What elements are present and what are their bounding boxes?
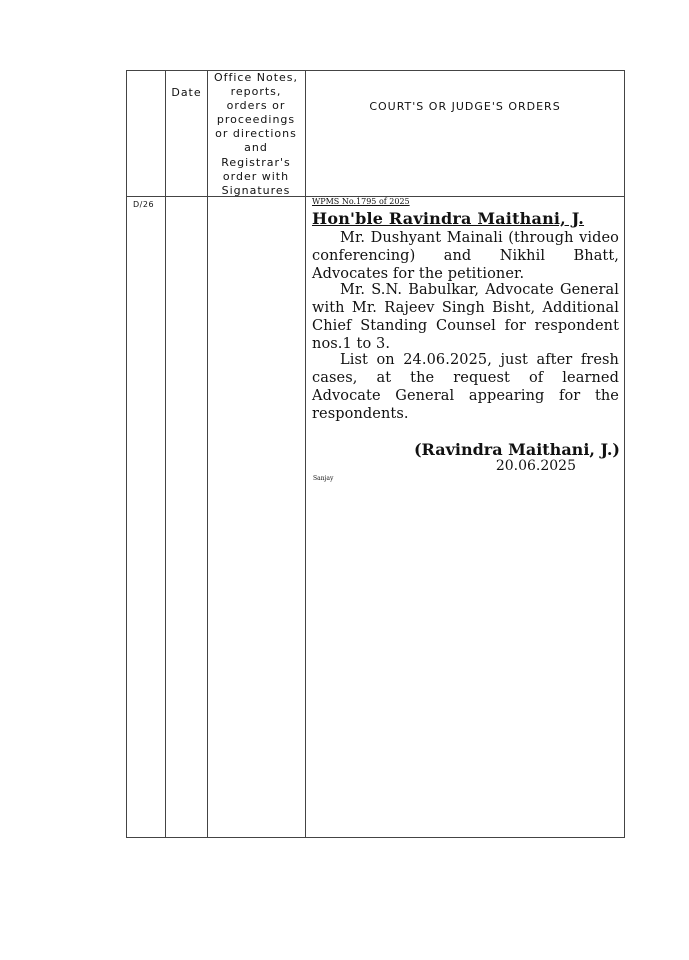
header-date: Date: [171, 86, 202, 99]
case-number: WPMS No.1795 of 2025: [312, 197, 410, 206]
table-left-border: [126, 70, 127, 838]
order-paragraph-2: Mr. S.N. Babulkar, Advocate General with Mr. Rajeev Singh Bisht, Additional Chief Standing Counsel for respondent nos.1 to 3.: [312, 282, 619, 352]
column-divider-1: [165, 70, 166, 838]
column-divider-3: [305, 70, 306, 838]
row-id: D/26: [133, 200, 155, 209]
order-paragraph-1: Mr. Dushyant Mainali (through video conferencing) and Nikhil Bhatt, Advocates for the petitioner.: [312, 230, 619, 282]
column-divider-2: [207, 70, 208, 838]
order-paragraph-3: List on 24.06.2025, just after fresh cases, at the request of learned Advocate General appearing for the respondents.: [312, 352, 619, 422]
signature-name: (Ravindra Maithani, J.): [413, 440, 620, 459]
table-top-border: [126, 70, 625, 71]
header-court-orders: COURT'S OR JUDGE'S ORDERS: [369, 100, 561, 113]
header-office-notes: Office Notes, reports, orders or proceedings or directions and Registrar's order with Signatures: [213, 71, 299, 197]
table-right-border: [624, 70, 625, 838]
clerk-initials: Sanjay: [313, 475, 334, 482]
judge-name: Hon'ble Ravindra Maithani, J.: [312, 209, 585, 228]
table-bottom-border: [126, 837, 625, 838]
signature-date: 20.06.2025: [495, 458, 576, 474]
